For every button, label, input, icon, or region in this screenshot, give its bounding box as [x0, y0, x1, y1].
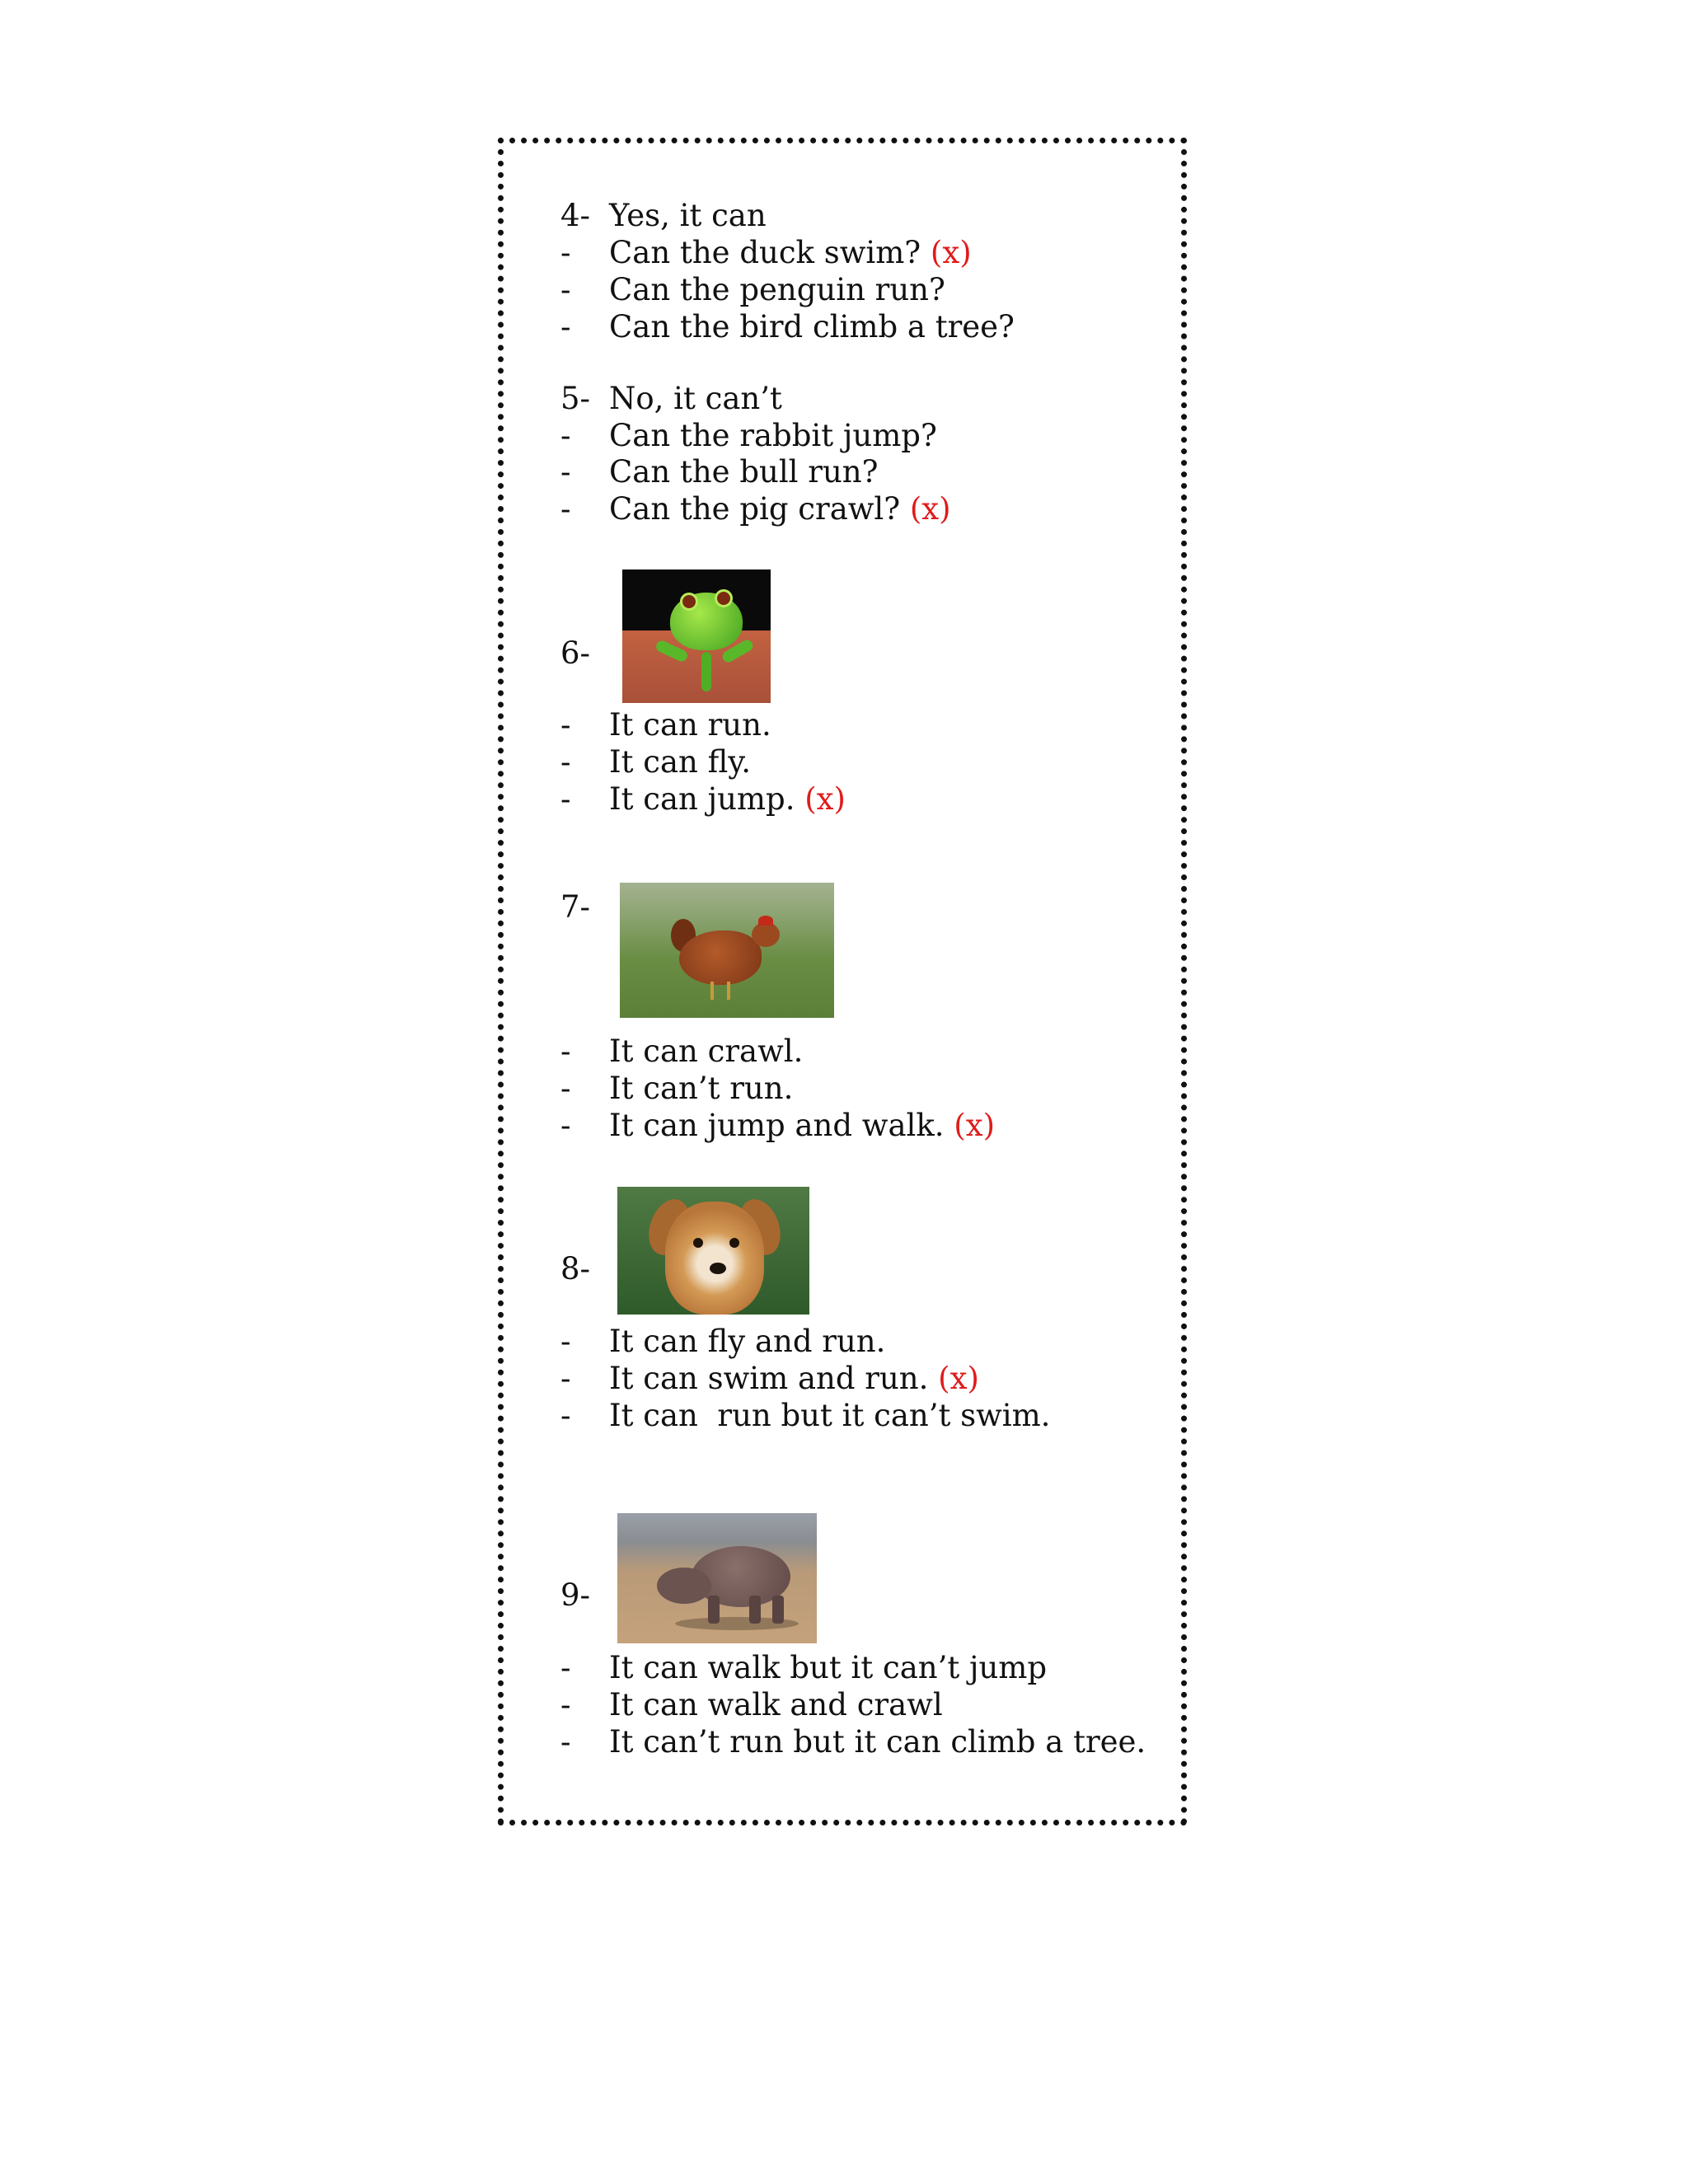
option-text: It can jump. [609, 781, 795, 817]
dash: - [560, 1650, 571, 1685]
question-number: 9- [560, 1577, 591, 1613]
option-text: It can walk and crawl [609, 1687, 943, 1722]
option-line [560, 1650, 1047, 1686]
option-line [560, 1687, 943, 1723]
answer-mark: (x) [954, 1108, 996, 1143]
dash: - [560, 309, 571, 344]
question-9-number-line [560, 1577, 609, 1614]
option-text: It can run. [609, 707, 771, 743]
dog-eye [693, 1238, 703, 1248]
dash: - [560, 1033, 571, 1069]
option-text: Can the bull run? [609, 454, 879, 490]
question-number: 8- [560, 1251, 591, 1286]
dash: - [560, 491, 571, 527]
question-6-number-line [560, 635, 609, 672]
option-text: It can fly and run. [609, 1324, 886, 1359]
hen-body [679, 930, 762, 985]
dash: - [560, 1071, 571, 1106]
option-text: It can’t run but it can climb a tree. [609, 1724, 1146, 1760]
option-line [560, 1033, 803, 1070]
question-4-prompt [560, 198, 767, 234]
dash: - [560, 1108, 571, 1143]
option-line [560, 1108, 995, 1144]
option-text: It can’t run. [609, 1071, 794, 1106]
option-text: It can swim and run. [609, 1361, 929, 1396]
option-text: Can the bird climb a tree? [609, 309, 1015, 344]
dash: - [560, 272, 571, 307]
question-number: 6- [560, 635, 591, 671]
question-number: 5- [560, 381, 591, 416]
option-line [560, 1324, 885, 1360]
dash: - [560, 1361, 571, 1396]
option-line [560, 418, 937, 454]
hippo-leg [749, 1596, 761, 1624]
question-5-prompt [560, 381, 782, 417]
hippo-leg [772, 1596, 784, 1624]
option-line [560, 491, 951, 527]
dash: - [560, 781, 571, 817]
option-text: Can the penguin run? [609, 272, 945, 307]
option-line [560, 454, 878, 490]
frog-eye [680, 593, 698, 611]
prompt-text: Yes, it can [609, 198, 767, 233]
prompt-text: No, it can’t [609, 381, 782, 416]
option-text: Can the duck swim? [609, 235, 921, 270]
option-text: It can run but it can’t swim. [609, 1398, 1051, 1433]
answer-mark: (x) [804, 781, 846, 817]
question-8-number-line [560, 1251, 609, 1287]
option-line [560, 744, 751, 780]
option-line [560, 309, 1015, 345]
frog-eye [715, 589, 733, 607]
option-text: It can walk but it can’t jump [609, 1650, 1048, 1685]
answer-mark: (x) [909, 491, 951, 527]
option-line [560, 1071, 793, 1107]
option-text: It can crawl. [609, 1033, 804, 1069]
dash: - [560, 1724, 571, 1760]
answer-mark: (x) [938, 1361, 979, 1396]
dog-face [665, 1202, 764, 1315]
frog-leg [701, 652, 711, 691]
option-text: It can fly. [609, 744, 752, 780]
hippo-head [657, 1568, 711, 1604]
dog-eye [729, 1238, 739, 1248]
dash: - [560, 707, 571, 743]
answer-mark: (x) [930, 235, 972, 270]
dash: - [560, 1398, 571, 1433]
option-text: Can the pig crawl? [609, 491, 901, 527]
option-line [560, 1724, 1146, 1760]
option-line [560, 1361, 979, 1397]
dash: - [560, 1687, 571, 1722]
option-line [560, 235, 972, 271]
hen-leg [710, 982, 714, 1000]
dog-nose [710, 1263, 726, 1274]
dash: - [560, 235, 571, 270]
hen-comb [758, 916, 773, 926]
dash: - [560, 1324, 571, 1359]
option-line [560, 272, 945, 308]
option-text: Can the rabbit jump? [609, 418, 937, 453]
option-line [560, 781, 846, 818]
question-number: 7- [560, 889, 591, 925]
dog-photo [617, 1187, 809, 1315]
option-text: It can jump and walk. [609, 1108, 945, 1143]
question-number: 4- [560, 198, 591, 233]
option-line [560, 707, 771, 743]
hen-leg [727, 982, 730, 1000]
dash: - [560, 744, 571, 780]
hen-photo [620, 883, 834, 1018]
question-7-number-line [560, 889, 609, 926]
frog-photo [622, 569, 771, 703]
hippo-leg [708, 1596, 720, 1624]
dash: - [560, 418, 571, 453]
hippo-photo [617, 1513, 817, 1643]
hen-head [752, 922, 780, 947]
dash: - [560, 454, 571, 490]
option-line [560, 1398, 1050, 1434]
